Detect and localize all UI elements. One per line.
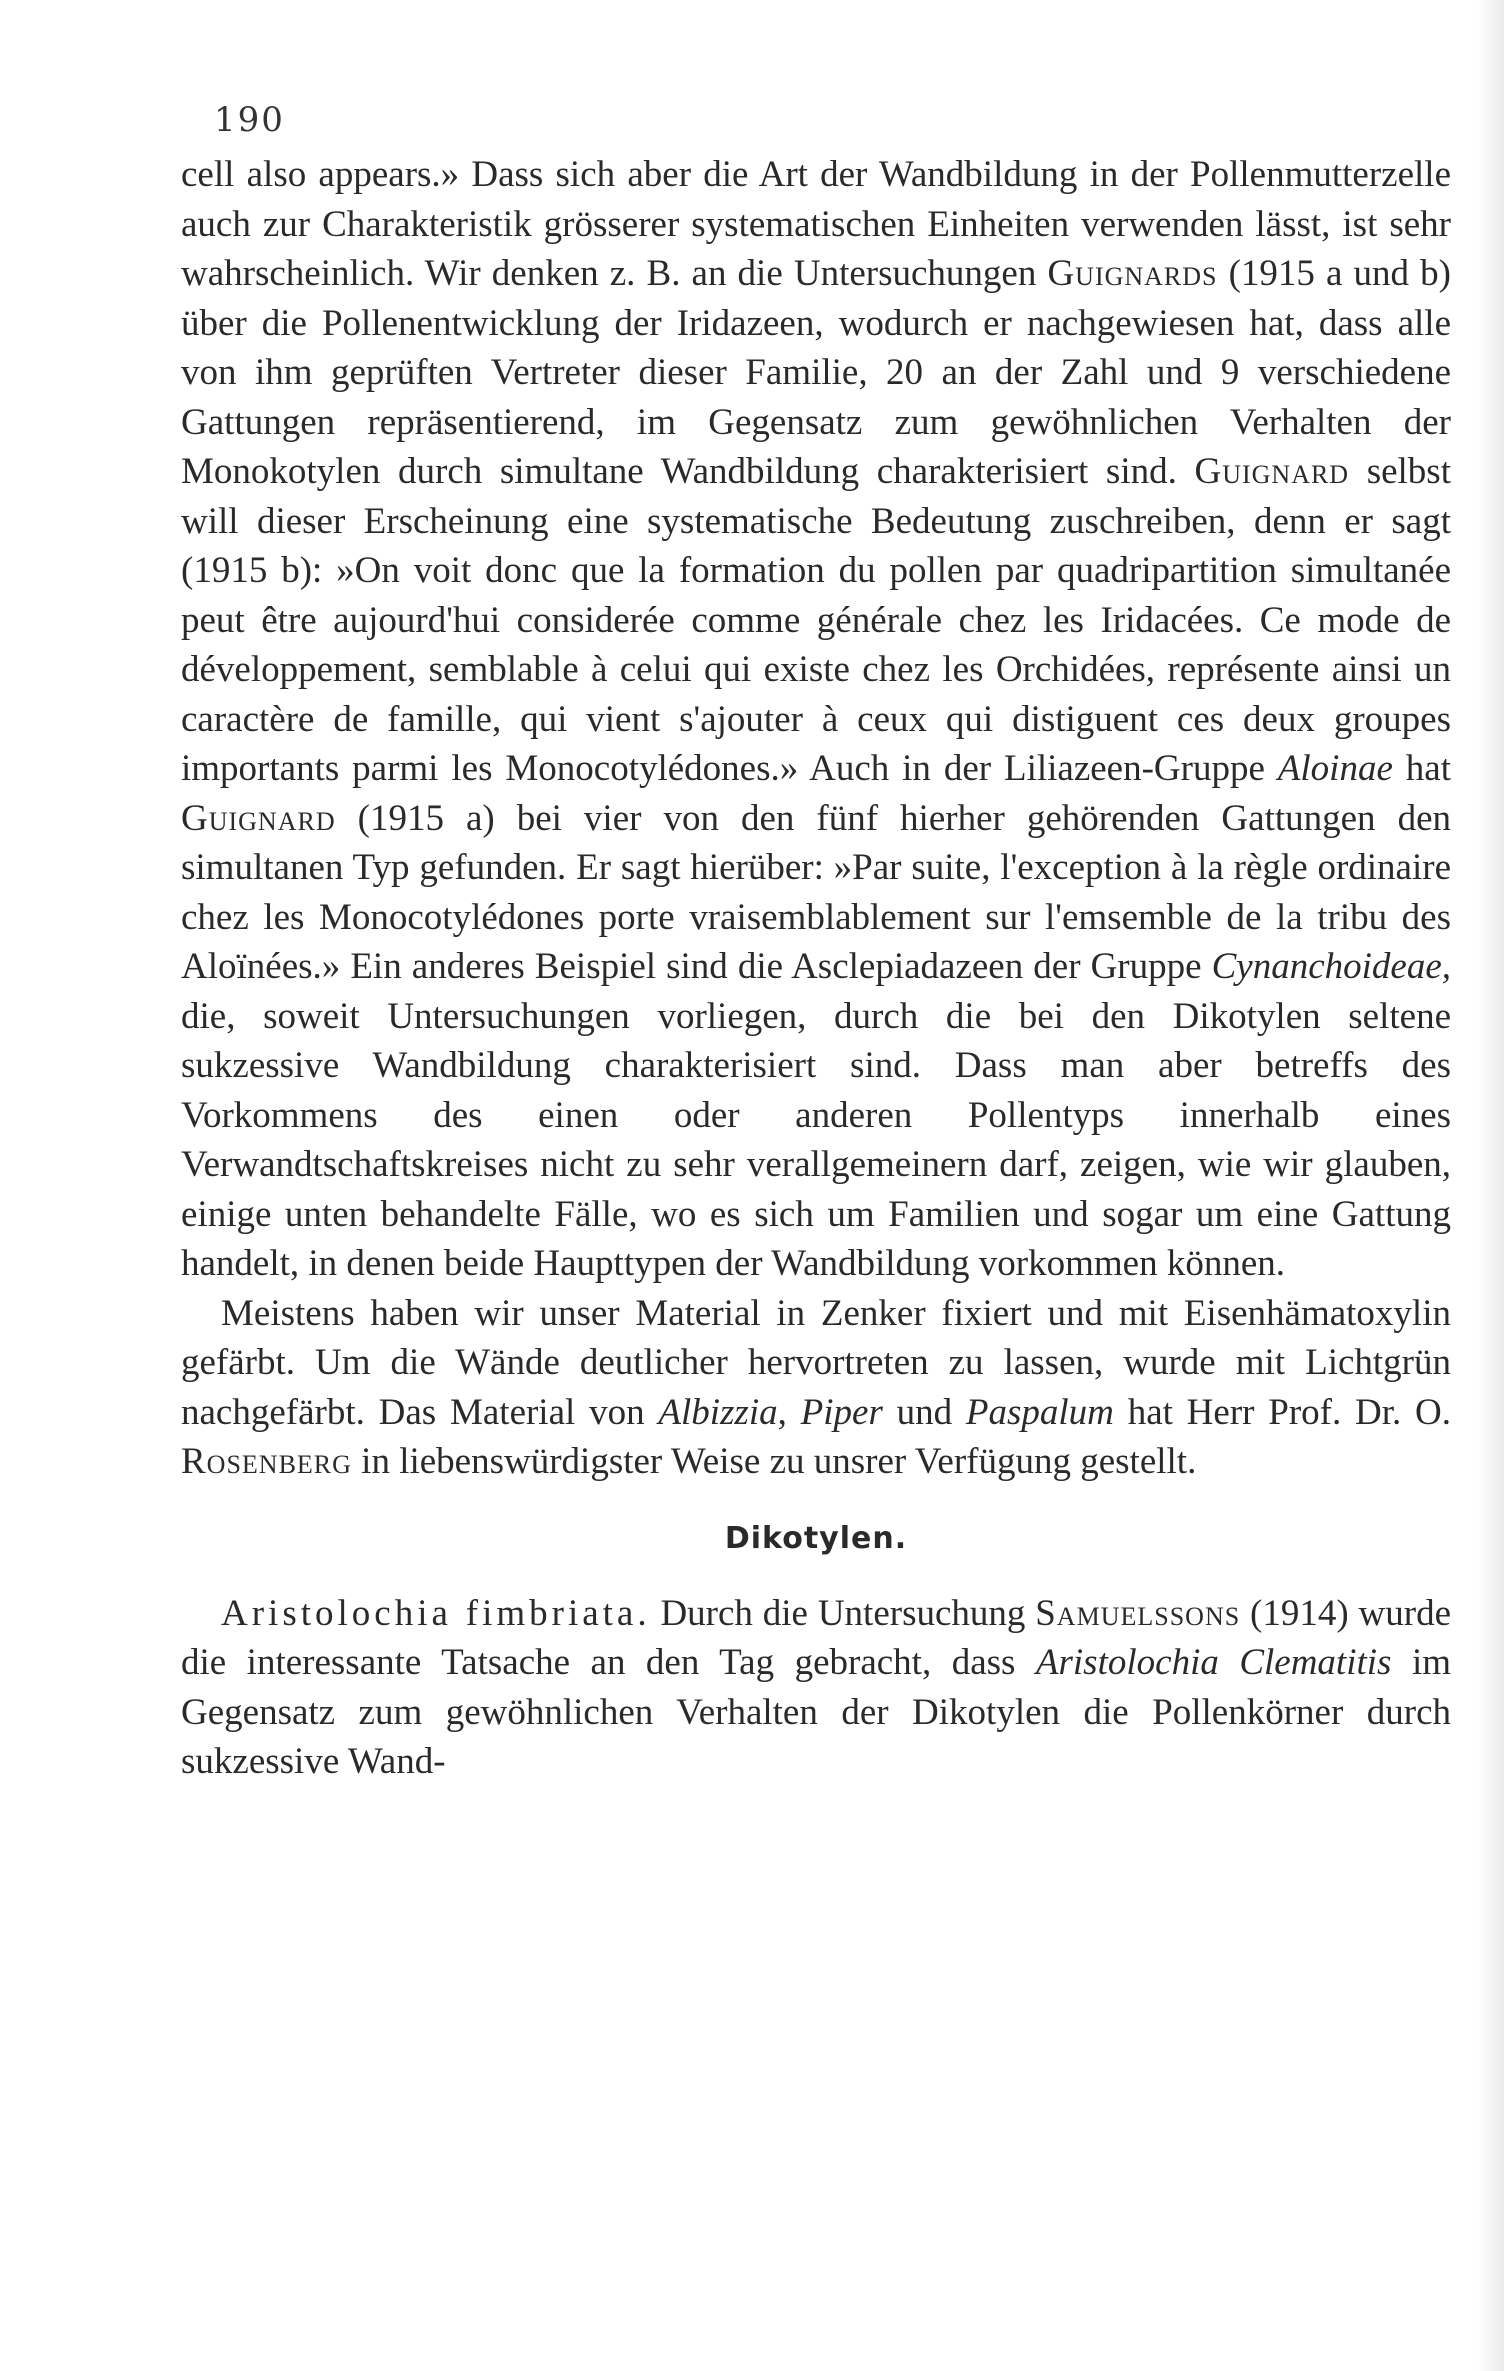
text-run: (1915 a und b) über die Pollenentwicklung der Iridazeen, wodurch er nachgewiesen hat, dass alle von ihm geprüften Vertreter dieser Familie, 20 an der Zahl und 9 verschiedene Gattungen repräsentierend, im Gegensatz zum gewöhnlichen Verhalten der Monokotylen durch simultane Wandbildung charakterisiert sind. bbox=[181, 253, 1451, 492]
text-run: (1914) wurde die interessante Tatsache an den Tag gebracht, dass bbox=[181, 1592, 1451, 1683]
text-run: hat bbox=[1392, 748, 1451, 789]
text-run: Guignard bbox=[181, 797, 336, 839]
paragraph-p3 bbox=[181, 1589, 1451, 1787]
text-run: Guignard bbox=[1194, 451, 1350, 492]
page-edge-shadow bbox=[1478, 0, 1504, 2371]
text-run: Guignards bbox=[1047, 253, 1218, 294]
text-run: Paspalum bbox=[965, 1391, 1114, 1433]
paragraphs-bottom bbox=[181, 1589, 1451, 1787]
text-run: Albizzia bbox=[658, 1391, 778, 1433]
text-run: selbst will dieser Erscheinung eine systematische Bedeutung zuschreiben, denn er sagt (1915 b): »On voit donc que la formation du pollen par quadripartition simultanée peut être aujourd'hui considerée comme générale chez les Iridacées. Ce mode de développement, semblable à celui qui existe chez les Orchidées, représente ainsi un caractère de famille, qui vient s'ajouter à ceux qui distiguent ces deux groupes importants parmi les Monocotylédones.» Auch in der Liliazeen-Gruppe bbox=[181, 451, 1451, 789]
text-run: Samuelssons bbox=[1035, 1592, 1241, 1634]
page-number: 190 bbox=[214, 100, 285, 140]
text-run: Meistens haben wir unser Material in Zenker fixiert und mit Eisenhämatoxylin gefärbt. Um die Wände deutlicher hervortreten zu lassen, wurde mit Lichtgrün nachgefärbt. Das Material von bbox=[181, 1292, 1451, 1433]
page-body bbox=[181, 150, 1451, 1787]
text-run: Aristolochia fimbriata. bbox=[221, 1592, 651, 1634]
text-run: und bbox=[882, 1391, 966, 1433]
text-run: (1915 a) bei vier von den fünf hierher gehörenden Gattungen den simultanen Typ gefunden. Er sagt hierüber: »Par suite, l'exception à la règle ordinaire chez les Monocotylédones porte vraisemblablement sur l'emsemble de la tribu des Aloïnées.» Ein anderes Beispiel sind die Asclepiadazeen der Gruppe bbox=[181, 797, 1451, 987]
text-run: Aristolochia Clematitis bbox=[1035, 1642, 1392, 1683]
text-run: im Gegensatz zum gewöhnlichen Verhalten der Dikotylen die Pollenkörner durch sukzessive Wand- bbox=[181, 1642, 1451, 1782]
text-run: Rosenberg bbox=[181, 1441, 352, 1482]
text-run: in liebenswürdigster Weise zu unsrer Verfügung gestellt. bbox=[351, 1441, 1197, 1482]
text-run: hat Herr Prof. Dr. O. bbox=[1113, 1391, 1451, 1433]
paragraph-p2 bbox=[181, 1289, 1451, 1487]
section-heading: Dikotylen. bbox=[724, 1520, 908, 1556]
paragraphs-top bbox=[181, 150, 1451, 1487]
text-run: Cynanchoideae, bbox=[1211, 946, 1451, 987]
paragraph-p1 bbox=[181, 150, 1451, 1289]
text-run: cell also appears.» Dass sich aber die Art der Wandbildung in der Pollenmutterzelle auch zur Charakteristik grösserer systematischen Einheiten verwenden lässt, ist sehr wahrscheinlich. Wir denken z. B. an die Untersuchungen bbox=[181, 154, 1451, 294]
text-run: Piper bbox=[800, 1391, 883, 1433]
text-run: , bbox=[777, 1391, 801, 1433]
text-run: die, soweit Untersuchungen vorliegen, durch die bei den Dikotylen seltene sukzessive Wandbildung charakterisiert sind. Dass man aber betreffs des Vorkommens des einen oder anderen Pollentyps innerhalb eines Verwandtschaftskreises nicht zu sehr verallgemeinern darf, zeigen, wie wir glauben, einige unten behandelte Fälle, wo es sich um Familien und sogar um eine Gattung handelt, in denen beide Haupttypen der Wandbildung vorkommen können. bbox=[181, 995, 1451, 1284]
text-run: Durch die Untersuchung bbox=[650, 1592, 1036, 1634]
text-run: Aloinae bbox=[1277, 748, 1393, 789]
